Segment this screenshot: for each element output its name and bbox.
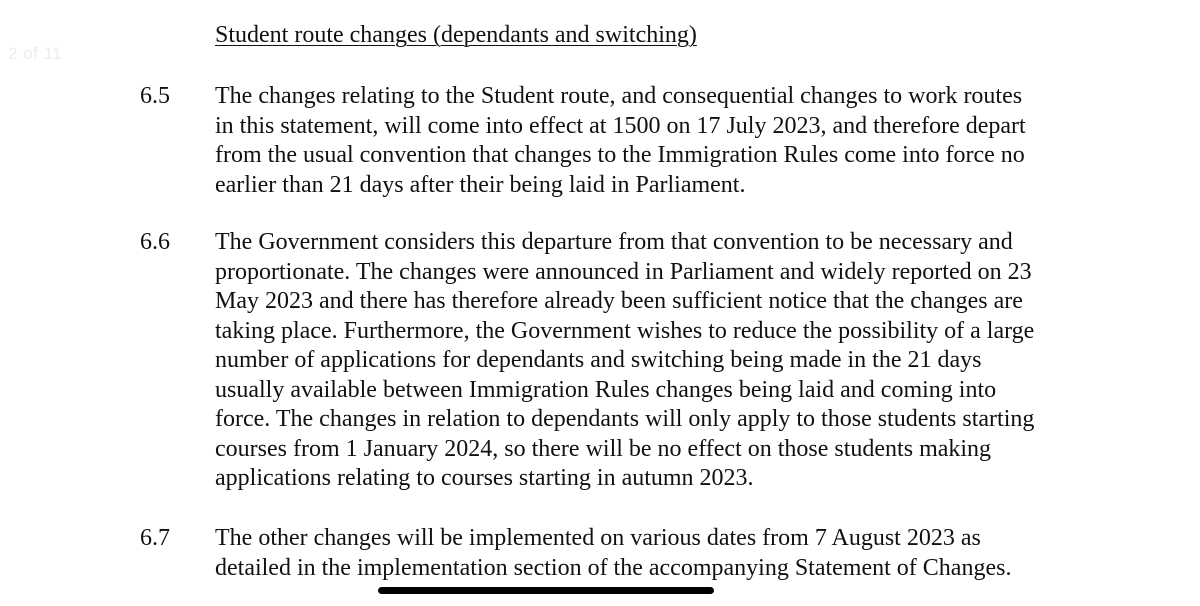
text-line: May 2023 and there has therefore already been sufficient notice that the changes are (215, 288, 1023, 314)
text-line: The Government considers this departure from that convention to be necessary and (215, 229, 1013, 255)
text-line: detailed in the implementation section of the accompanying Statement of Changes. (215, 554, 1012, 581)
paragraph-text (215, 228, 1034, 494)
text-line: force. The changes in relation to dependants will only apply to those students starting (215, 406, 1035, 432)
text-line: in this statement, will come into effect at 1500 on 17 July 2023, and therefore depart (215, 112, 1026, 139)
text-line: The other changes will be implemented on various dates from 7 August 2023 as (215, 525, 981, 551)
text-line: taking place. Furthermore, the Government wishes to reduce the possibility of a large (215, 317, 1035, 344)
paragraph-number: 6.6 (140, 229, 170, 255)
text-line: number of applications for dependants and switching being made in the 21 days (215, 347, 982, 373)
text-line: from the usual convention that changes to the Immigration Rules come into force no (215, 142, 1025, 168)
text-line: proportionate. The changes were announced in Parliament and widely reported on 23 (215, 258, 1032, 285)
text-line: usually available between Immigration Rules changes being laid and coming into (215, 376, 997, 403)
text-line: The changes relating to the Student route, and consequential changes to work routes (215, 83, 1023, 109)
paragraph-text (215, 524, 1011, 583)
home-indicator-bar[interactable] (378, 587, 714, 594)
paragraph-text (215, 82, 1026, 200)
text-line: earlier than 21 days after their being laid in Parliament. (215, 171, 746, 198)
paragraph-number: 6.5 (140, 83, 170, 109)
section-heading: Student route changes (dependants and switching) (215, 22, 697, 48)
page-indicator: 2 of 11 (8, 44, 63, 63)
paragraph-number: 6.7 (140, 525, 170, 551)
text-line: applications relating to courses starting in autumn 2023. (215, 465, 754, 491)
text-line: courses from 1 January 2024, so there will be no effect on those students making (215, 435, 992, 462)
